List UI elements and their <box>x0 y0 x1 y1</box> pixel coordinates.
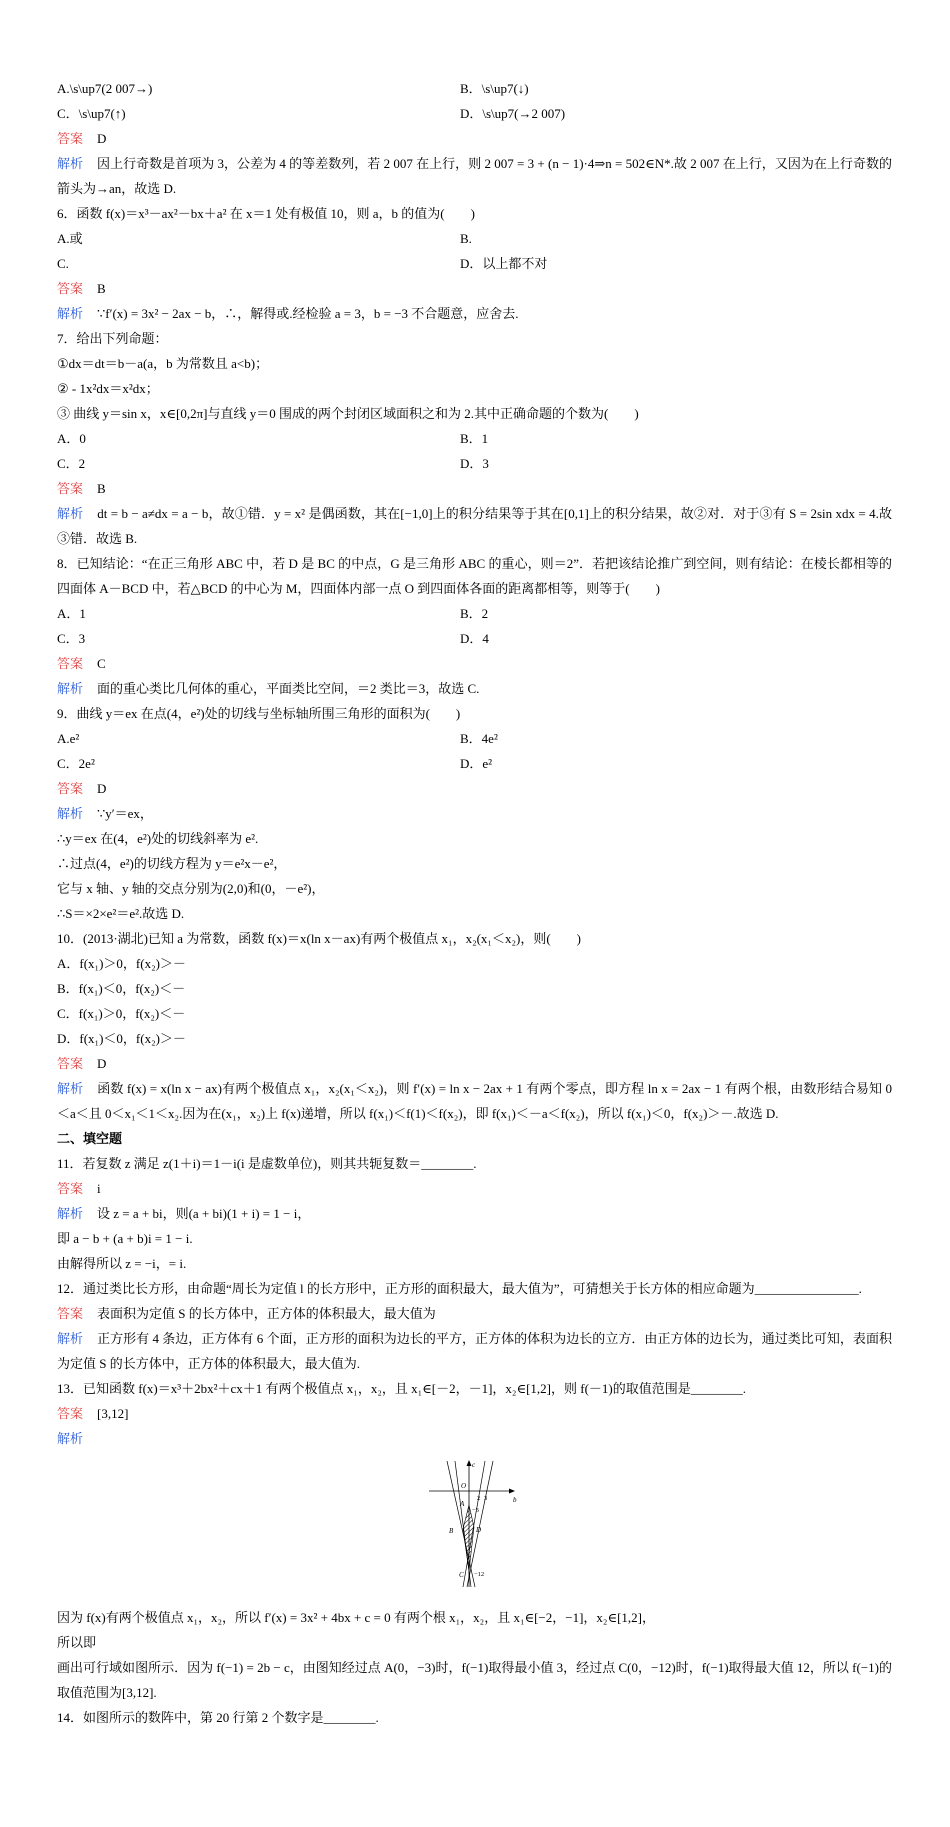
q5-option-c: C．\s\up7(↑) <box>57 106 126 121</box>
q7-options-row-1 <box>57 426 892 451</box>
c-axis-arrow <box>467 1460 472 1466</box>
q13-stem: 13．已知函数 f(x)＝x³＋2bx²＋cx＋1 有两个极值点 x₁，x₂，且 x₁∈[－2，－1]，x₂∈[1,2]，则 f(－1)的取值范围是________. <box>57 1381 746 1396</box>
q10-option-a: A．f(x₁)＞0，f(x₂)＞－ <box>57 956 186 971</box>
q9-analysis-line-5: ∴S＝×2×e²＝e².故选 D. <box>57 906 185 921</box>
answer-label: 答案 <box>57 1306 84 1321</box>
q6-option-b: B. <box>460 231 472 246</box>
q8-stem: 8．已知结论：“在正三角形 ABC 中，若 D 是 BC 的中点，G 是三角形 ABC 的重心，则＝2”．若把该结论推广到空间，则有结论：在棱长都相等的四面体 A－BCD 中，若△BCD 的中心为 M，四面体内部一点 O 到四面体各面的距离都相等，则等于( ) <box>57 556 892 596</box>
tick-minus-12: −12 <box>474 1571 485 1578</box>
axis-b-label: b <box>513 1496 517 1504</box>
analysis-label: 解析 <box>57 681 84 696</box>
q7-option-b: B．1 <box>460 431 489 446</box>
tick-3: 3 <box>484 1495 488 1502</box>
q9-option-a: A.e² <box>57 731 80 746</box>
q6-option-a: A.或 <box>57 231 83 246</box>
q11-analysis <box>57 1201 892 1226</box>
q9-options-row-1 <box>57 726 892 751</box>
q7-analysis <box>57 501 892 551</box>
analysis-label: 解析 <box>57 156 84 171</box>
answer-label: 答案 <box>57 481 84 496</box>
q12-answer <box>57 1301 892 1326</box>
q10-answer <box>57 1051 892 1076</box>
analysis-label: 解析 <box>57 1431 84 1446</box>
origin-label: O <box>461 1482 467 1490</box>
q10-option-d: D．f(x₁)＜0，f(x₂)＞－ <box>57 1031 186 1046</box>
q9-stem: 9．曲线 y＝ex 在点(4，e²)处的切线与坐标轴所围三角形的面积为( ) <box>57 706 461 721</box>
feasible-region-graph <box>427 1459 537 1589</box>
answer-value: C <box>97 656 106 671</box>
q8-option-d: D．4 <box>460 631 489 646</box>
q10-stem: 10．(2013·湖北)已知 a 为常数，函数 f(x)＝x(ln x－ax)有两个极值点 x₁，x₂(x₁＜x₂)，则( ) <box>57 931 581 946</box>
answer-value: 表面积为定值 S 的长方体中，正方体的体积最大，最大值为 <box>97 1306 436 1321</box>
answer-value: B <box>97 281 106 296</box>
analysis-text: 函数 f(x) = x(ln x − ax)有两个极值点 x₁，x₂(x₁＜x₂)，则 f′(x) = ln x − 2ax + 1 有两个零点，即方程 ln x = 2ax − 1 有两个根，由数形结合易知 0＜a＜且 0＜x₁＜1＜x₂.因为在(x₁，x₂)上 f(x)递增，所以 f(x₁)＜f(1)＜f(x₂)，即 f(x₁)＜－a＜f(x₂)，所以 f(x₁)＜0，f(x₂)＞－.故选 D. <box>57 1081 892 1121</box>
answer-label: 答案 <box>57 656 84 671</box>
q11-answer <box>57 1176 892 1201</box>
analysis-label: 解析 <box>57 1081 84 1096</box>
q7-option-a: A．0 <box>57 431 86 446</box>
q6-answer <box>57 276 892 301</box>
b-axis-arrow <box>509 1489 515 1494</box>
answer-label: 答案 <box>57 281 84 296</box>
q6-analysis <box>57 301 892 326</box>
q7-item-2: ② - 1x²dx＝x²dx； <box>57 381 159 396</box>
answer-value: i <box>97 1181 101 1196</box>
q13-analysis-line-1: 因为 f(x)有两个极值点 x₁，x₂，所以 f′(x) = 3x² + 4bx + c = 0 有两个根 x₁，x₂，且 x₁∈[−2，−1]，x₂∈[1,2]， <box>57 1610 655 1625</box>
q7-stem: 7．给出下列命题： <box>57 331 168 346</box>
analysis-text: dt = b − a≠dx = a − b，故①错．y = x² 是偶函数，其在[−1,0]上的积分结果等于其在[0,1]上的积分结果，故②对．对于③有 S = 2sin xdx = 4.故③错．故选 B. <box>57 506 892 546</box>
analysis-label: 解析 <box>57 306 84 321</box>
analysis-text: 面的重心类比几何体的重心，平面类比空间，＝2 类比＝3，故选 C. <box>97 681 480 696</box>
q5-option-d: D．\s\up7(→2 007) <box>460 106 566 121</box>
q7-option-d: D．3 <box>460 456 489 471</box>
q8-option-b: B．2 <box>460 606 489 621</box>
q7-item-1: ①dx＝dt＝b－a(a，b 为常数且 a<b)； <box>57 356 269 371</box>
analysis-label: 解析 <box>57 1206 84 1221</box>
point-c-label: C <box>459 1571 464 1579</box>
q8-analysis <box>57 676 892 701</box>
analysis-label: 解析 <box>57 806 84 821</box>
q14-stem: 14．如图所示的数阵中，第 20 行第 2 个数字是________. <box>57 1710 379 1725</box>
q6-stem: 6．函数 f(x)＝x³－ax²－bx＋a² 在 x＝1 处有极值 10，则 a，b 的值为( ) <box>57 206 475 221</box>
tick-minus-3: −3 <box>472 1507 479 1514</box>
analysis-line: ∵y′＝ex， <box>97 806 153 821</box>
q5-options-row-2 <box>57 101 892 126</box>
q7-item-3: ③ 曲线 y＝sin x，x∈[0,2π]与直线 y＝0 围成的两个封闭区域面积之和为 2.其中正确命题的个数为( ) <box>57 406 639 421</box>
answer-label: 答案 <box>57 1181 84 1196</box>
answer-label: 答案 <box>57 1406 84 1421</box>
q11-stem: 11．若复数 z 满足 z(1＋i)＝1－i(i 是虚数单位)，则其共轭复数＝________. <box>57 1156 477 1171</box>
q5-options-row-1 <box>57 76 892 101</box>
answer-label: 答案 <box>57 131 84 146</box>
answer-label: 答案 <box>57 781 84 796</box>
q9-answer <box>57 776 892 801</box>
axis-c-label: c <box>472 1461 476 1469</box>
q9-option-c: C．2e² <box>57 756 95 771</box>
analysis-line: 设 z = a + bi，则(a + bi)(1 + i) = 1 − i， <box>97 1206 311 1221</box>
q8-answer <box>57 651 892 676</box>
answer-value: [3,12] <box>97 1406 129 1421</box>
q7-option-c: C．2 <box>57 456 86 471</box>
q9-analysis-line-2: ∴y＝ex 在(4，e²)处的切线斜率为 e². <box>57 831 259 846</box>
analysis-text: 正方形有 4 条边，正方体有 6 个面，正方形的面积为边长的平方，正方体的体积为边长的立方．由正方体的边长为，通过类比可知，表面积为定值 S 的长方体中，正方体的体积最大，最大值为. <box>57 1331 892 1371</box>
point-d-label: D <box>476 1526 482 1534</box>
q8-option-a: A．1 <box>57 606 86 621</box>
q10-option-b: B．f(x₁)＜0，f(x₂)＜－ <box>57 981 186 996</box>
q11-analysis-line-2: 即 a − b + (a + b)i = 1 − i. <box>57 1231 193 1246</box>
q12-stem: 12．通过类比长方形，由命题“周长为定值 l 的长方形中，正方形的面积最大，最大值为”，可猜想关于长方体的相应命题为________________. <box>57 1281 862 1296</box>
q7-options-row-2 <box>57 451 892 476</box>
analysis-text: 因上行奇数是首项为 3，公差为 4 的等差数列，若 2 007 在上行，则 2 007 = 3 + (n − 1)·4⇒n = 502∈N*.故 2 007 在上行，又因为在上行奇数的箭头为→an，故选 D. <box>57 156 892 196</box>
analysis-label: 解析 <box>57 506 84 521</box>
answer-value: D <box>97 1056 107 1071</box>
q11-analysis-line-3: 由解得所以 z = −i，= i. <box>57 1256 187 1271</box>
section-title: 二、填空题 <box>57 1131 123 1146</box>
q5-option-b: B．\s\up7(↓) <box>460 81 529 96</box>
point-b-label: B <box>449 1527 454 1535</box>
q9-analysis-line-4: 它与 x 轴、y 轴的交点分别为(2,0)和(0，－e²)， <box>57 881 325 896</box>
q13-analysis-line-3: 画出可行域如图所示．因为 f(−1) = 2b − c，由图知经过点 A(0，−3)时，f(−1)取得最小值 3，经过点 C(0，−12)时，f(−1)取得最大值 12，所以 f(−1)的取值范围为[3,12]. <box>57 1660 892 1700</box>
tick-2: 2 <box>477 1495 481 1502</box>
q9-option-b: B．4e² <box>460 731 498 746</box>
q5-answer <box>57 126 892 151</box>
answer-value: B <box>97 481 106 496</box>
q5-analysis <box>57 151 892 201</box>
point-a-label: A <box>460 1500 465 1508</box>
answer-value: D <box>97 131 107 146</box>
q9-analysis-line-3: ∴过点(4，e²)的切线方程为 y＝e²x－e²， <box>57 856 287 871</box>
q8-option-c: C．3 <box>57 631 86 646</box>
q6-option-d: D．以上都不对 <box>460 256 548 271</box>
analysis-label: 解析 <box>57 1331 84 1346</box>
q7-answer <box>57 476 892 501</box>
q8-options-row-2 <box>57 626 892 651</box>
q9-analysis <box>57 801 892 826</box>
q13-answer <box>57 1401 892 1426</box>
q5-option-a: A.\s\up7(2 007→) <box>57 81 153 96</box>
q6-options-row-2 <box>57 251 892 276</box>
q9-option-d: D．e² <box>460 756 493 771</box>
analysis-text: ∵f′(x) = 3x² − 2ax − b，∴，解得或.经检验 a = 3，b = −3 不合题意，应舍去. <box>97 306 519 321</box>
q13-analysis-label-row <box>57 1426 892 1451</box>
document-page <box>57 76 892 1730</box>
q12-analysis <box>57 1326 892 1376</box>
answer-label: 答案 <box>57 1056 84 1071</box>
q6-options-row-1 <box>57 226 892 251</box>
q8-options-row-1 <box>57 601 892 626</box>
answer-value: D <box>97 781 107 796</box>
q9-options-row-2 <box>57 751 892 776</box>
q13-analysis-line-2: 所以即 <box>57 1635 97 1650</box>
q10-option-c: C．f(x₁)＞0，f(x₂)＜－ <box>57 1006 186 1021</box>
q10-analysis <box>57 1076 892 1126</box>
q6-option-c: C. <box>57 256 69 271</box>
feasible-region-figure <box>57 1459 892 1599</box>
